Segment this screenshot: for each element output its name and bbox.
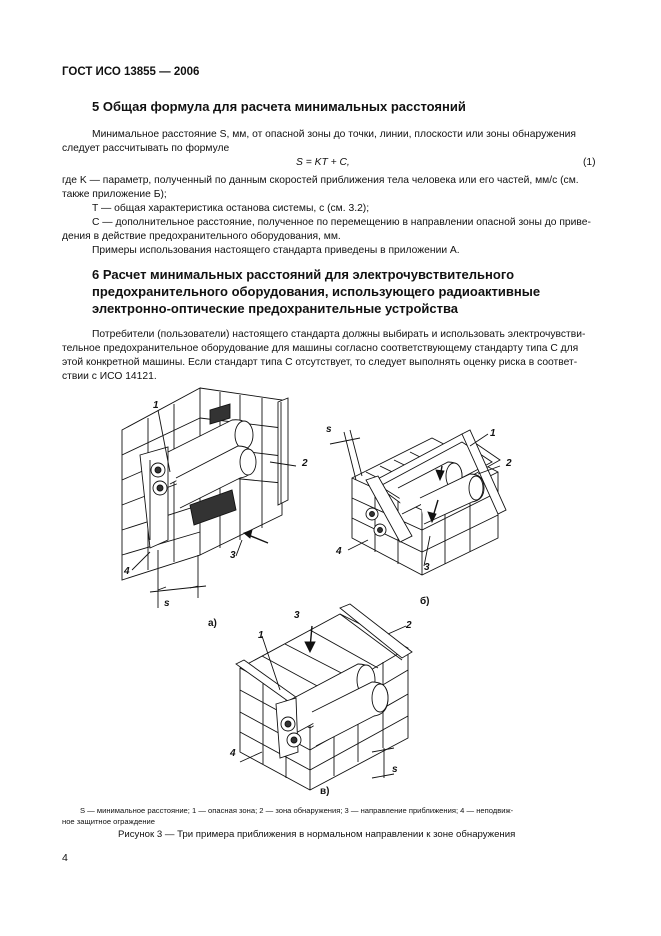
page-number: 4 bbox=[62, 852, 68, 864]
document-header: ГОСТ ИСО 13855 — 2006 bbox=[62, 66, 200, 78]
figure-c-label-4: 4 bbox=[230, 748, 236, 759]
where-t-line: T — общая характеристика останова системы, с (см. 3.2); bbox=[92, 203, 370, 214]
figure-b-label-2: 2 bbox=[506, 458, 512, 469]
figure-legend-line2: ное защитное ограждение bbox=[62, 817, 156, 826]
figure-b-caption: б) bbox=[420, 596, 430, 607]
figure-a-label-4: 4 bbox=[124, 566, 130, 577]
figure-a-machine bbox=[122, 388, 296, 608]
figure-b-dimension-s: s bbox=[326, 424, 332, 435]
figure-a-dimension-s: s bbox=[164, 598, 170, 609]
formula: S = KT + C, bbox=[296, 157, 350, 168]
section-6-title-line2: предохранительного оборудования, использующего радиоактивные bbox=[92, 284, 541, 299]
where-c-line2: дения в действие предохранительного оборудования, мм. bbox=[62, 231, 341, 242]
section-5-paragraph-line1: Минимальное расстояние S, мм, от опасной зоны до точки, линии, плоскости или зоны обнаружения bbox=[92, 129, 576, 140]
section-6-paragraph-line1: Потребители (пользователи) настоящего стандарта должны выбирать и использовать электрочувстви- bbox=[92, 329, 586, 340]
figure-c-label-3: 3 bbox=[294, 610, 300, 621]
section-6-title-line3: электронно-оптические предохранительные устройства bbox=[92, 301, 459, 316]
figure-b-label-3: 3 bbox=[424, 562, 430, 573]
formula-number: (1) bbox=[583, 157, 596, 168]
where-k-line2: также приложение Б); bbox=[62, 189, 167, 200]
examples-line: Примеры использования настоящего стандарта приведены в приложении А. bbox=[92, 245, 460, 256]
figure-c-dimension-s: s bbox=[392, 764, 398, 775]
figure-c-label-2: 2 bbox=[406, 620, 412, 631]
section-6-paragraph-line4: ствии с ИСО 14121. bbox=[62, 371, 157, 382]
section-5-paragraph-line2: следует рассчитывать по формуле bbox=[62, 143, 230, 154]
figure-a-label-1: 1 bbox=[153, 400, 159, 411]
figure-a-caption: а) bbox=[208, 618, 217, 629]
section-6-paragraph-line3: этой конкретной машины. Если стандарт типа С отсутствует, то следует выполнять оценку риска в соответ- bbox=[62, 357, 578, 368]
section-6-title-line1: 6 Расчет минимальных расстояний для электрочувствительного bbox=[92, 267, 515, 282]
section-6-paragraph-line2: тельное предохранительное оборудование для машины согласно соответствующему стандарту типа С для bbox=[62, 343, 579, 354]
figure-b-machine bbox=[330, 430, 506, 575]
figure-legend-line1: S — минимальное расстояние; 1 — опасная зона; 2 — зона обнаружения; 3 — направление приближения; 4 — неподвиж- bbox=[80, 806, 514, 815]
figure-b-label-4: 4 bbox=[336, 546, 342, 557]
figure-legend bbox=[62, 805, 513, 827]
section-5-title: 5 Общая формула для расчета минимальных расстояний bbox=[92, 99, 466, 114]
figure-b-label-1: 1 bbox=[490, 428, 496, 439]
figure-c-label-1: 1 bbox=[258, 630, 264, 641]
figure-a-label-3: 3 bbox=[230, 550, 236, 561]
where-k-line1: где K — параметр, полученный по данным скоростей приближения тела человека или его частей, мм/с (см. bbox=[62, 175, 579, 186]
figure-c-caption: в) bbox=[320, 786, 330, 797]
where-c-line1: C — дополнительное расстояние, полученное по перемещению в направлении опасной зоны до приве- bbox=[92, 217, 591, 228]
figure-a-label-2: 2 bbox=[302, 458, 308, 469]
figure-caption: Рисунок 3 — Три примера приближения в нормальном направлении к зоне обнаружения bbox=[118, 829, 516, 840]
